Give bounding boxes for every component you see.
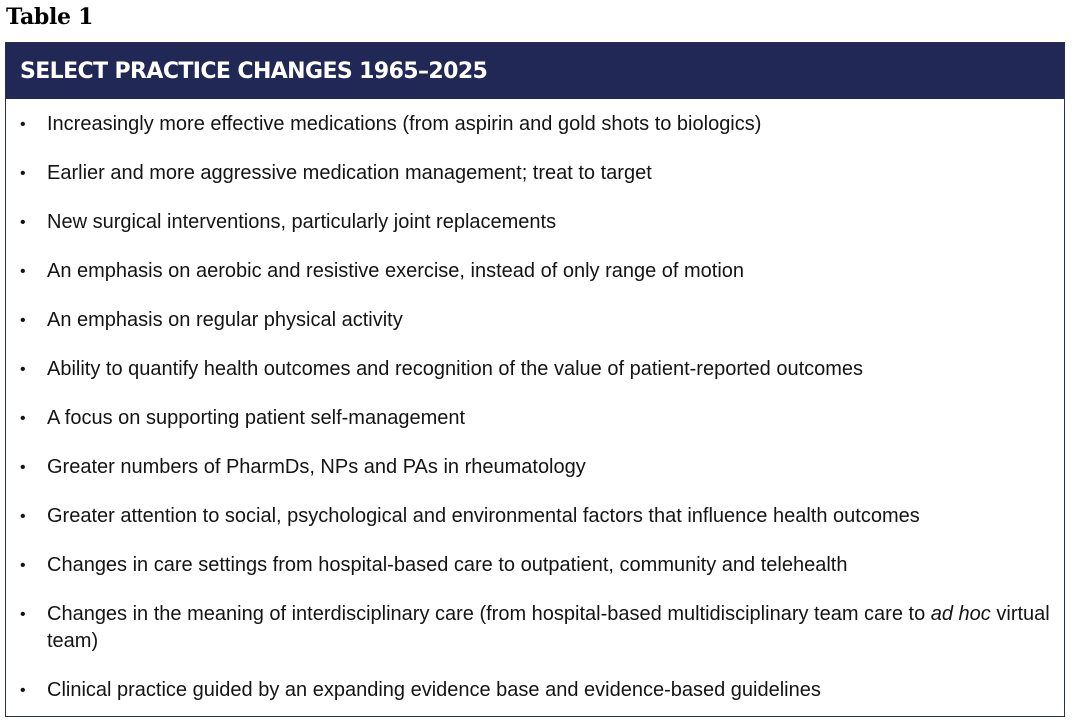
bullet-icon: •: [20, 116, 26, 133]
bullet-icon: •: [20, 459, 26, 476]
list-item: • A focus on supporting patient self-management: [6, 405, 1064, 432]
bullet-icon: •: [20, 508, 26, 525]
bullet-icon: •: [20, 682, 26, 699]
table-header: [6, 43, 1064, 99]
list-item: • An emphasis on aerobic and resistive exercise, instead of only range of motion: [6, 258, 1064, 285]
bullet-icon: •: [20, 361, 26, 378]
bullet-icon: •: [20, 312, 26, 329]
list-item: • Changes in the meaning of interdisciplinary care (from hospital-based multidisciplinary team care to ad hoc virtual team): [20, 603, 1050, 652]
bullet-icon: •: [20, 165, 26, 182]
list-item: • Greater numbers of PharmDs, NPs and PAs in rheumatology: [6, 454, 1064, 481]
list-item: • Increasingly more effective medications (from aspirin and gold shots to biologics): [6, 111, 1064, 138]
table-label: Table 1: [6, 4, 94, 30]
list-item: • Earlier and more aggressive medication management; treat to target: [6, 160, 1064, 187]
list-item: • An emphasis on regular physical activity: [6, 307, 1064, 334]
practice-changes-list: [6, 111, 1064, 704]
list-item: • Changes in care settings from hospital-based care to outpatient, community and telehealth: [6, 552, 1064, 579]
bullet-icon: •: [20, 214, 26, 231]
bullet-icon: •: [20, 557, 26, 574]
practice-changes-table: [5, 42, 1065, 717]
bullet-icon: •: [20, 606, 26, 623]
bullet-icon: •: [20, 410, 26, 427]
list-item: • New surgical interventions, particularly joint replacements: [6, 209, 1064, 236]
table-header-title: SELECT PRACTICE CHANGES 1965–2025: [20, 58, 488, 84]
bullet-icon: •: [20, 263, 26, 280]
list-item: • Clinical practice guided by an expanding evidence base and evidence-based guidelines: [6, 677, 1064, 704]
list-item: • Ability to quantify health outcomes and recognition of the value of patient-reported outcomes: [6, 356, 1064, 383]
list-item: • Greater attention to social, psychological and environmental factors that influence health outcomes: [6, 503, 1064, 530]
